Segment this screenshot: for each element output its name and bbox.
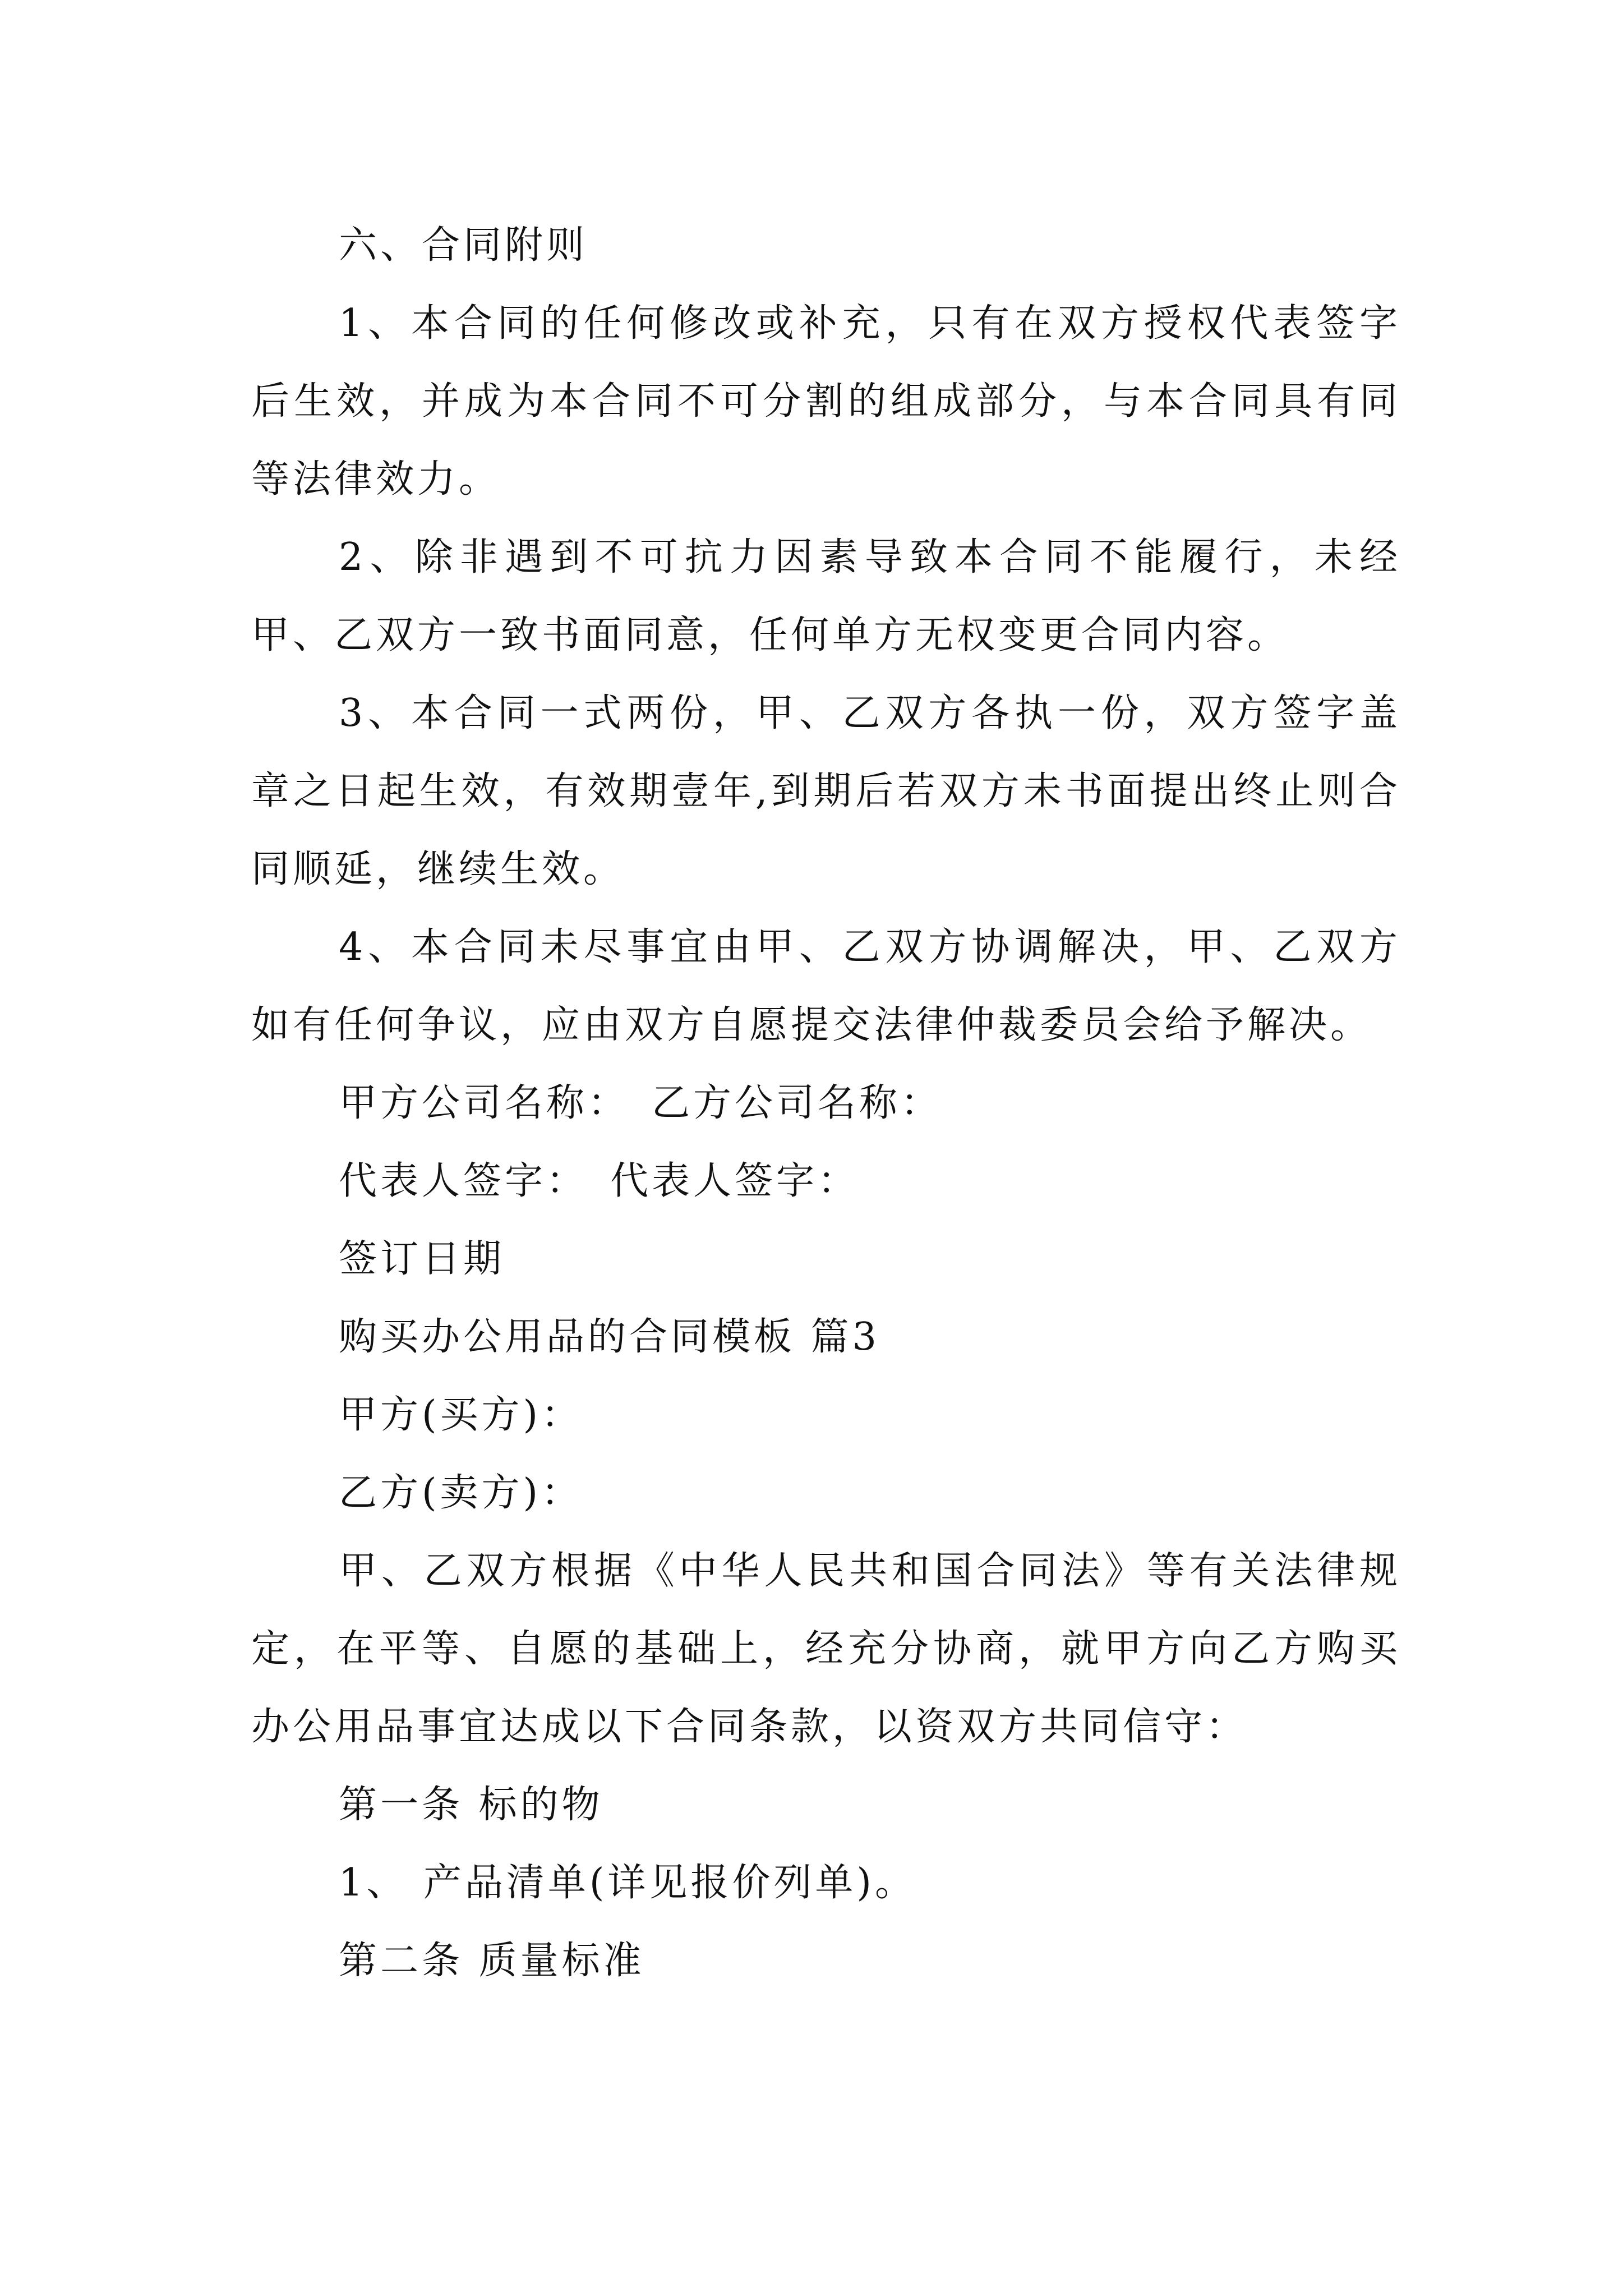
party-a-rep-label: 代表人签字： [339, 1159, 588, 1203]
document-body [251, 206, 1401, 2000]
representative-signature-line [251, 1142, 1401, 1220]
party-a-buyer: 甲方(买方)： [339, 1393, 583, 1437]
party-b-rep-label: 代表人签字： [610, 1159, 860, 1203]
clause-3: 3、本合同一式两份，甲、乙双方各执一份，双方签字盖章之日起生效，有效期壹年,到期后若双方未书面提出终止则合同顺延，继续生效。 [251, 691, 1401, 891]
party-b-seller: 乙方(卖方)： [339, 1471, 583, 1515]
preamble-paragraph: 甲、乙双方根据《中华人民共和国合同法》等有关法律规定，在平等、自愿的基础上，经充分协商，就甲方向乙方购买办公用品事宜达成以下合同条款，以资双方共同信守： [251, 1549, 1401, 1749]
signing-date-label: 签订日期 [339, 1237, 505, 1281]
article-1-item-1: 1、 产品清单(详见报价列单)。 [339, 1861, 916, 1905]
party-a-company-label: 甲方公司名称： [339, 1081, 630, 1125]
clause-2: 2、除非遇到不可抗力因素导致本合同不能履行，未经甲、乙双方一致书面同意，任何单方无权变更合同内容。 [251, 535, 1401, 657]
article-2-heading: 第二条 质量标准 [339, 1939, 645, 1983]
next-template-title: 购买办公用品的合同模板 篇3 [339, 1315, 880, 1359]
company-name-line [251, 1064, 1401, 1142]
clause-4: 4、本合同未尽事宜由甲、乙双方协调解决，甲、乙双方如有任何争议，应由双方自愿提交法律仲裁委员会给予解决。 [251, 925, 1401, 1047]
clause-1: 1、本合同的任何修改或补充，只有在双方授权代表签字后生效，并成为本合同不可分割的组成部分，与本合同具有同等法律效力。 [251, 301, 1401, 501]
article-1-heading: 第一条 标的物 [339, 1783, 603, 1827]
section-heading: 六、合同附则 [339, 223, 588, 268]
party-b-company-label: 乙方公司名称： [652, 1081, 943, 1125]
